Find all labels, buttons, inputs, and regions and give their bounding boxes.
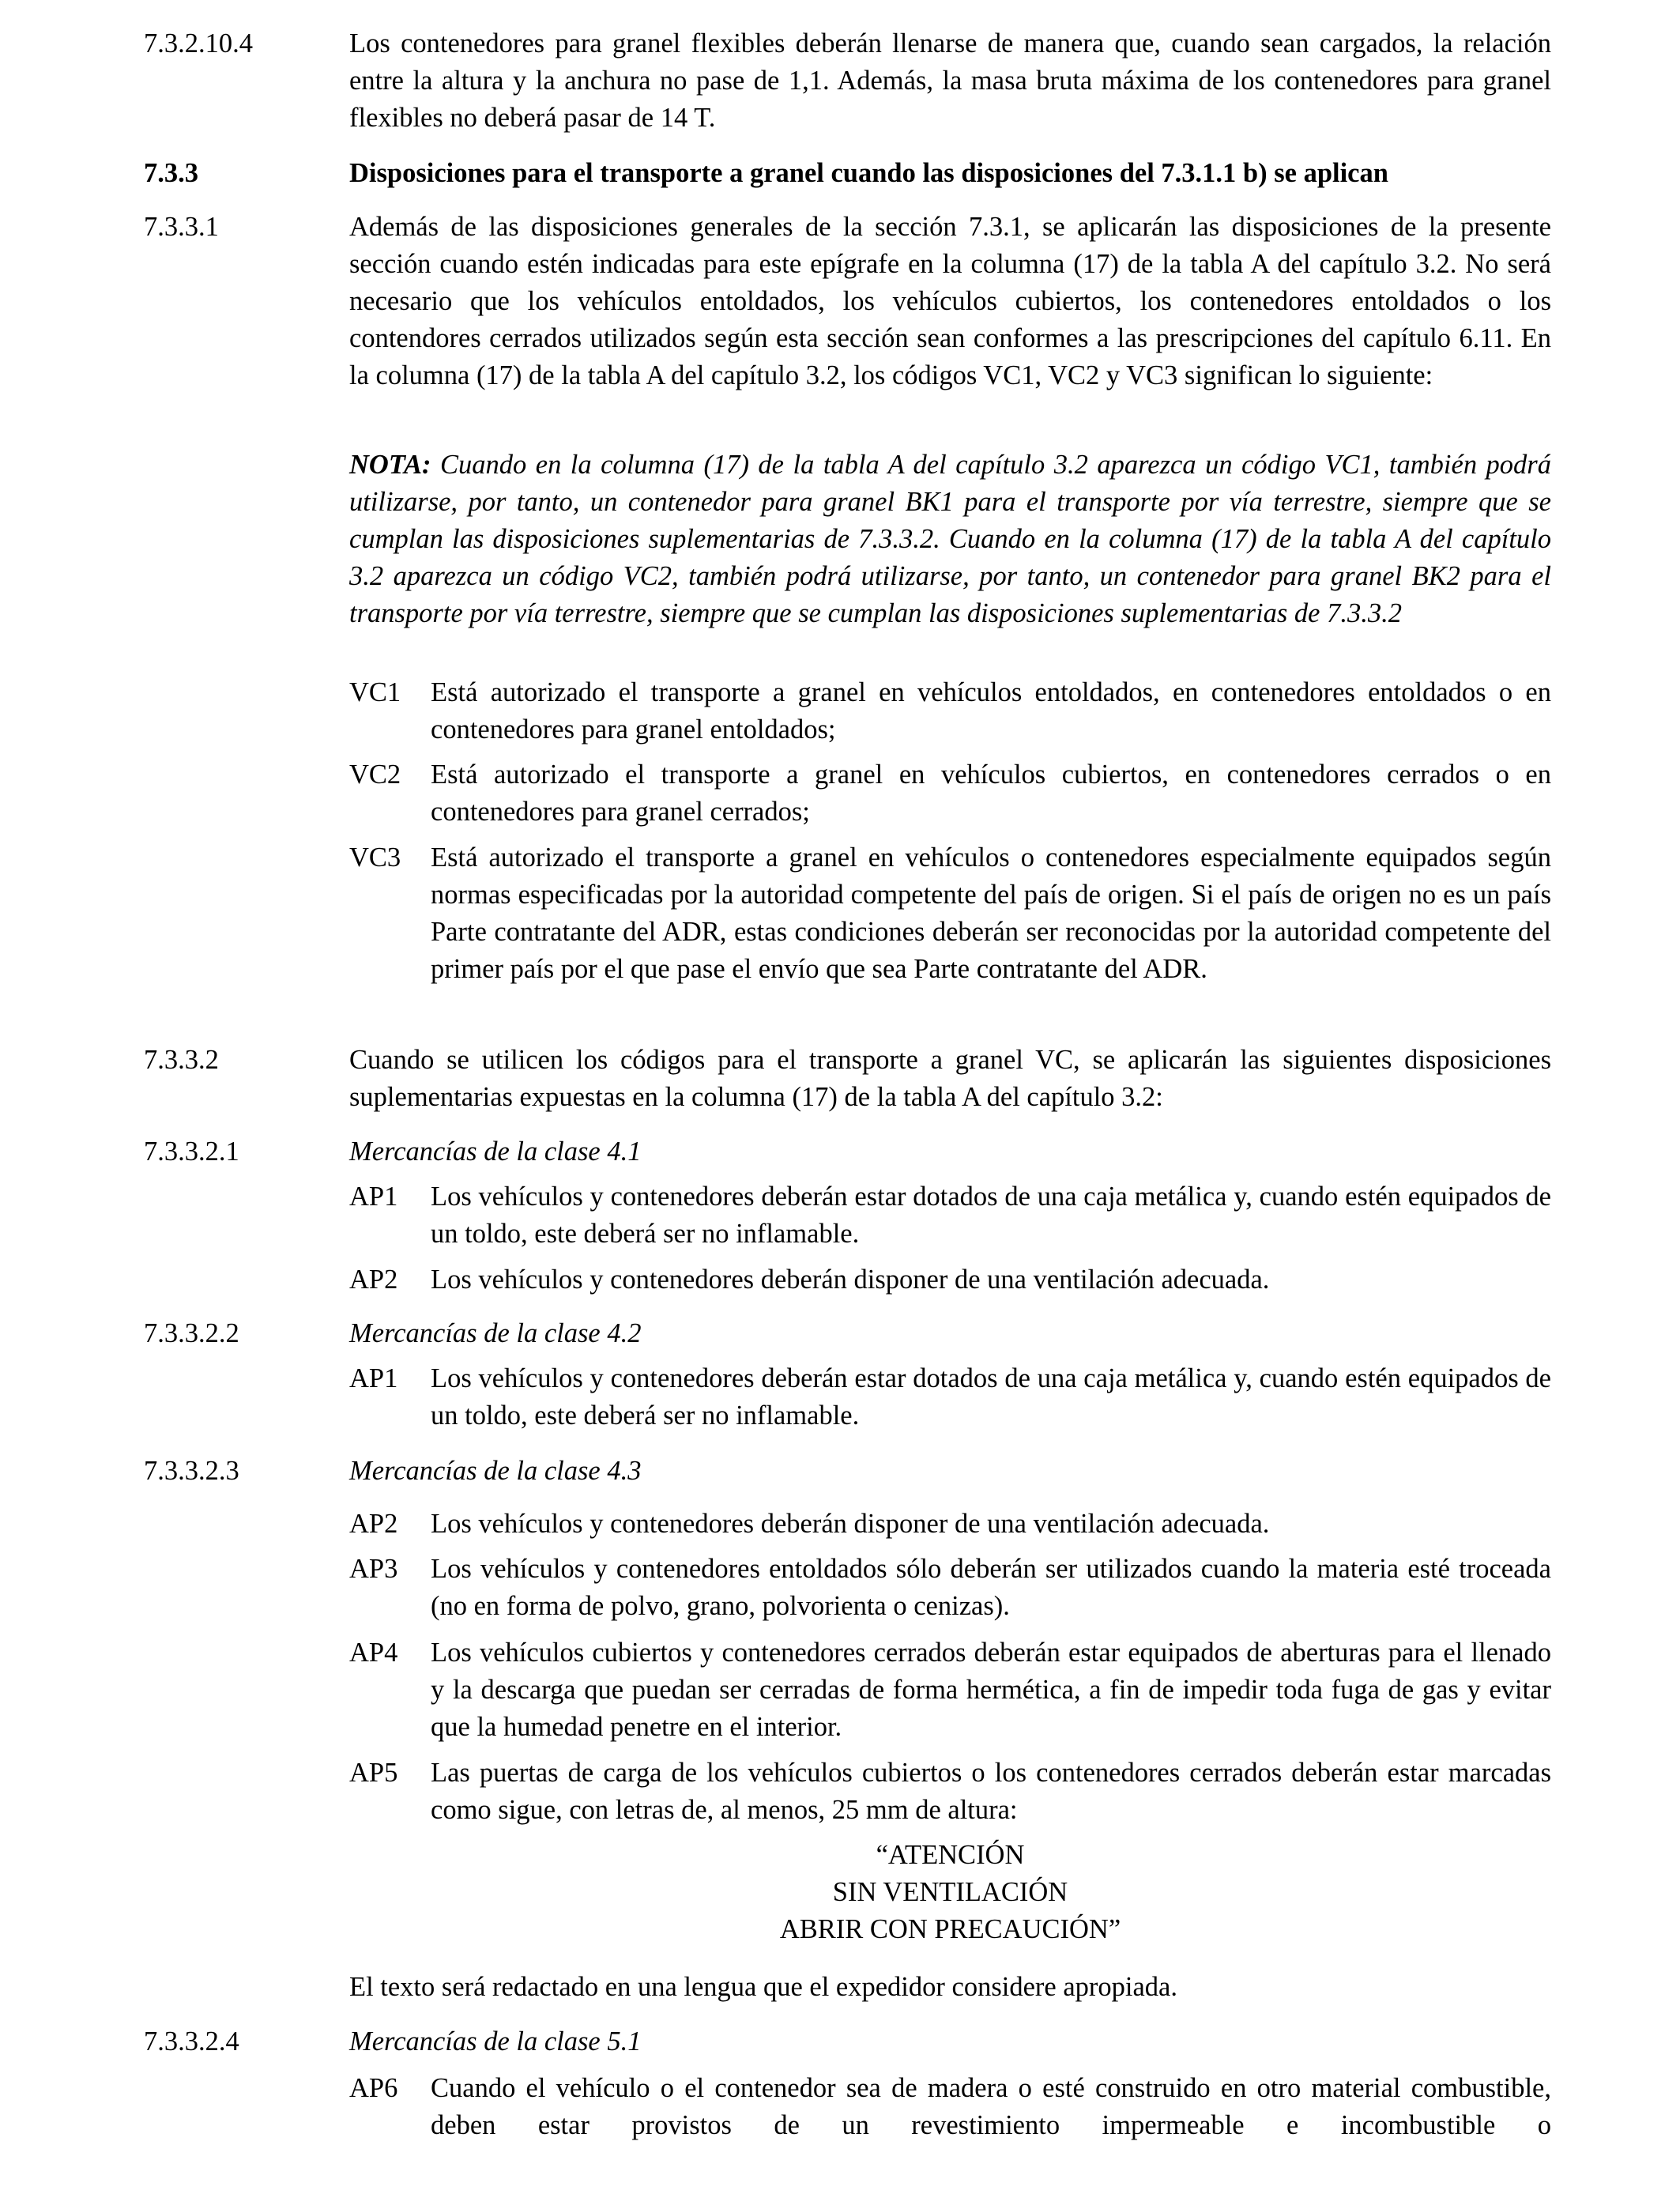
section-number: 7.3.3.2.3	[144, 1456, 239, 1486]
code-text: Está autorizado el transporte a granel en vehículos entoldados, en contenedores entoldados o en contenedores para granel entoldados;	[431, 677, 1551, 745]
section-number: 7.3.3.2	[144, 1045, 219, 1075]
subsection-heading: Mercancías de la clase 4.3	[349, 1456, 642, 1486]
section-number: 7.3.2.10.4	[144, 28, 253, 58]
marking-line: “ATENCIÓN	[876, 1840, 1025, 1870]
code-item-ap3	[349, 1551, 1551, 1625]
code-item-ap2	[349, 1261, 1551, 1299]
paragraph-text: Cuando se utilicen los códigos para el transporte a granel VC, se aplicarán las siguientes disposiciones suplementarias expuestas en la columna (17) de la tabla A del capítulo 3.2:	[349, 1045, 1551, 1112]
section-number: 7.3.3.2.1	[144, 1137, 239, 1167]
code-label: AP6	[349, 2073, 398, 2103]
code-item-vc1	[349, 674, 1551, 748]
code-item-ap1	[349, 1178, 1551, 1253]
code-label: AP1	[349, 1363, 398, 1393]
code-label: VC1	[349, 677, 401, 707]
marking-line: ABRIR CON PRECAUCIÓN”	[779, 1914, 1121, 1944]
code-text: Está autorizado el transporte a granel en vehículos o contenedores especialmente equipados según normas especificadas por la autoridad competente del país de origen. Si el país de origen no es un país Parte contratante del ADR, estas condiciones deberán ser reconocidas por la autoridad competente del primer país por el que pase el envío que sea Parte contratante del ADR.	[431, 843, 1551, 984]
code-text: Los vehículos y contenedores deberán disponer de una ventilación adecuada.	[431, 1509, 1270, 1539]
code-item-vc2	[349, 756, 1551, 831]
marking-line: SIN VENTILACIÓN	[832, 1877, 1068, 1907]
note-label: NOTA:	[349, 450, 431, 480]
code-label: AP4	[349, 1638, 398, 1668]
code-label: AP1	[349, 1182, 398, 1212]
note-text	[349, 447, 1551, 632]
code-label: AP2	[349, 1509, 398, 1539]
note-body: Cuando en la columna (17) de la tabla A del capítulo 3.2 aparezca un código VC1, también podrá utilizarse, por tanto, un contenedor para granel BK1 para el transporte por vía terrestre, siempre que se cumplan las disposiciones suplementarias de 7.3.3.2. Cuando en la columna (17) de la tabla A del capítulo 3.2 aparezca un código VC2, también podrá utilizarse, por tanto, un contenedor para granel BK2 para el transporte por vía terrestre, siempre que se cumplan las disposiciones suplementarias de 7.3.3.2	[349, 450, 1551, 628]
closing-text: El texto será redactado en una lengua que el expedidor considere apropiada.	[349, 1972, 1177, 2002]
code-text: Los vehículos y contenedores entoldados sólo deberán ser utilizados cuando la materia esté troceada (no en forma de polvo, grano, polvorienta o cenizas).	[431, 1554, 1551, 1621]
section-number: 7.3.3.2.4	[144, 2026, 239, 2056]
code-label: AP3	[349, 1554, 398, 1584]
section-number: 7.3.3.2.2	[144, 1318, 239, 1348]
code-text: Los vehículos y contenedores deberán estar dotados de una caja metálica y, cuando estén equipados de un toldo, este deberá ser no inflamable.	[431, 1363, 1551, 1431]
code-text: Los vehículos cubiertos y contenedores cerrados deberán estar equipados de aberturas para el llenado y la descarga que puedan ser cerradas de forma hermética, a fin de impedir toda fuga de gas y evitar que la humedad penetre en el interior.	[431, 1638, 1551, 1742]
code-label: AP5	[349, 1758, 398, 1788]
code-item-ap1	[349, 1360, 1551, 1434]
code-item-vc3	[349, 839, 1551, 988]
code-text: Los vehículos y contenedores deberán estar dotados de una caja metálica y, cuando estén equipados de un toldo, este deberá ser no inflamable.	[431, 1182, 1551, 1249]
subsection-heading: Mercancías de la clase 5.1	[349, 2026, 642, 2056]
paragraph-text: Los contenedores para granel flexibles deberán llenarse de manera que, cuando sean cargados, la relación entre la altura y la anchura no pase de 1,1. Además, la masa bruta máxima de los contenedores para granel flexibles no deberá pasar de 14 T.	[349, 28, 1551, 133]
code-label: VC2	[349, 760, 401, 790]
code-label: AP2	[349, 1265, 398, 1295]
subsection-heading: Mercancías de la clase 4.2	[349, 1318, 642, 1348]
subsection-heading: Mercancías de la clase 4.1	[349, 1137, 642, 1167]
code-label: VC3	[349, 843, 401, 873]
code-item-ap5	[349, 1755, 1551, 1829]
section-number: 7.3.3	[144, 158, 198, 188]
section-number: 7.3.3.1	[144, 212, 219, 242]
marking-text	[349, 1837, 1551, 1948]
code-text: Los vehículos y contenedores deberán disponer de una ventilación adecuada.	[431, 1265, 1270, 1295]
code-text: Cuando el vehículo o el contenedor sea de madera o esté construido en otro material combustible, deben estar provistos de un revestimiento impermeable e incombustible o	[431, 2073, 1551, 2140]
code-item-ap4	[349, 1634, 1551, 1746]
code-text: Las puertas de carga de los vehículos cubiertos o los contenedores cerrados deberán estar marcadas como sigue, con letras de, al menos, 25 mm de altura:	[431, 1758, 1551, 1825]
paragraph-text: Además de las disposiciones generales de la sección 7.3.1, se aplicarán las disposiciones de la presente sección cuando estén indicadas para este epígrafe en la columna (17) de la tabla A del capítulo 3.2. No será necesario que los vehículos entoldados, los vehículos cubiertos, los contenedores entoldados o los contendores cerrados utilizados según esta sección sean conformes a las prescripciones del capítulo 6.11. En la columna (17) de la tabla A del capítulo 3.2, los códigos VC1, VC2 y VC3 significan lo siguiente:	[349, 212, 1551, 390]
code-item-ap2	[349, 1506, 1551, 1543]
code-text: Está autorizado el transporte a granel en vehículos cubiertos, en contenedores cerrados o en contenedores para granel cerrados;	[431, 760, 1551, 827]
section-title: Disposiciones para el transporte a granel cuando las disposiciones del 7.3.1.1 b) se aplican	[349, 158, 1388, 188]
code-item-ap6	[349, 2070, 1551, 2144]
